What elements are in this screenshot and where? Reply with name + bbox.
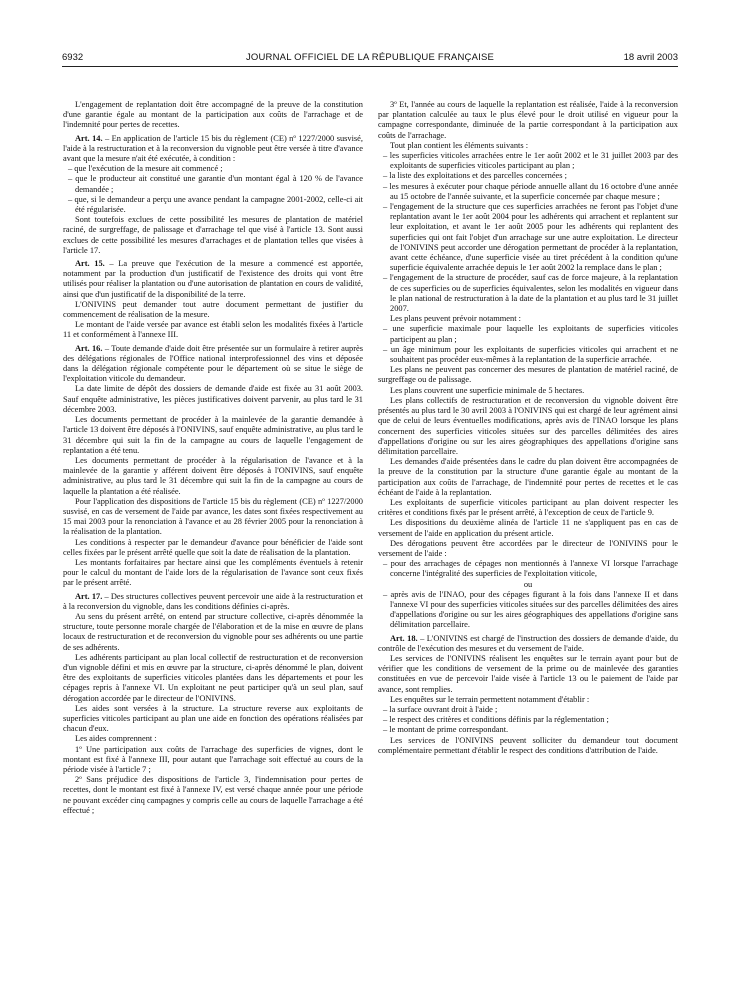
article-text: – La preuve que l'exécution de la mesure a commencé est apportée, notamment par la production d'un justificatif de l'existence des droits qui vont être utilisés pour réaliser la plantation ou d'une autorisation de plantation en cours de validité, ainsi que d'un justificatif de la disponibilité de la terre. xyxy=(63,259,364,299)
list-item: – que, si le demandeur a perçu une avance pendant la campagne 2001-2002, celle-ci ait été régularisée. xyxy=(68,194,363,215)
paragraph: Les plans peuvent prévoir notamment : xyxy=(390,314,521,324)
paragraph: Les plans ne peuvent pas concerner des mesures de plantation de matériel raciné, de surgreffage ou de palissage. xyxy=(378,365,678,385)
paragraph: Le montant de l'aide versée par avance est établi selon les modalités fixées à l'article 11 et conformément à l'annexe III. xyxy=(63,320,363,340)
paragraph: Les plans couvrent une superficie minimale de 5 hectares. xyxy=(390,385,585,395)
list-item: – le montant de prime correspondant. xyxy=(383,725,509,735)
paragraph: Les exploitants de superficie viticoles participant au plan doivent respecter les critères et conditions fixés par le présent arrêté, à l'exception de ceux de l'article 9. xyxy=(378,497,678,518)
paragraph: Les plans collectifs de restructuration et de reconversion du vignoble doivent être présentés au plus tard le 30 avril 2003 à l'ONIVINS qui est chargé de leur agrément ainsi que de celui de leurs éventuelles modifications, après avis de l'INAO lorsque les plans concernent des superficies viticoles situées sur des parcelles délimitées des aires d'appellations d'origine ou sur les aires géographiques des appellations d'origine sans délimitation parcellaire. xyxy=(378,395,678,456)
article-text: – Des structures collectives peuvent percevoir une aide à la restructuration et à la reconversion du vignoble, dans les conditions définies ci-après. xyxy=(63,591,363,611)
paragraph: Sont toutefois exclues de cette possibilité les mesures de plantation de matériel raciné, de surgreffage, de palissage et d'arrachage tel que visé à l'article 13. Sont aussi exclues de cette possibilité les mesures d'arrachages et de plantation telles que visées à l'article 17. xyxy=(63,215,363,255)
list-item: – la surface ouvrant droit à l'aide ; xyxy=(383,704,498,714)
header-rule xyxy=(62,66,678,67)
paragraph: Les demandes d'aide présentées dans le cadre du plan doivent être accompagnées de la preuve de la constitution par la structure d'une garantie égale au montant de la participation aux coûts de l'arrachage, de l'indemnité pour pertes de recettes et le cas échéant de l'aide à la replantation. xyxy=(378,457,678,497)
paragraph: Les enquêtes sur le terrain permettent notamment d'établir : xyxy=(390,694,590,704)
article-paragraph xyxy=(63,592,363,612)
article-paragraph xyxy=(63,344,363,385)
list-item: – une superficie maximale pour laquelle les exploitants de superficies viticoles participent au plan ; xyxy=(383,324,678,344)
list-item: – l'engagement de la structure de procéder, sauf cas de force majeure, à la replantation de ces superficies ou de superficies équivalentes, selon les modalités en vigueur dans le plan national de restructuration à la date de la plantation et au plus tard le 31 juillet 2007. xyxy=(383,273,678,314)
paragraph: Les documents permettant de procéder à la régularisation de l'avance et à la mainlevée de la garantie y afférent doivent être déposés à l'ONIVINS, sauf enquête administrative, au plus tard le 31 décembre qui suit la fin de la campagne au cours de laquelle la plantation a été réalisée. xyxy=(63,455,363,496)
article-label: Art. 17. xyxy=(75,591,103,601)
article-label: Art. 16. xyxy=(75,343,103,353)
paragraph: Les aides sont versées à la structure. La structure reverse aux exploitants de superficies viticoles participant au plan une aide en fonction des opérations réalisées par chacun d'eux. xyxy=(63,703,363,734)
paragraph: Les documents permettant de procéder à la mainlevée de la garantie demandée à l'article 13 doivent être déposés à l'ONIVINS, sauf enquête administrative, au plus tard le 31 décembre qui suit la fin de la campagne au cours de laquelle l'engagement de replantation a été tenu. xyxy=(63,415,363,455)
list-item: – l'engagement de la structure que ces superficies arrachées ne feront pas l'objet d'une replantation avant le 1er août 2004 pour les adhérents qui arrachent et replantent sur leur exploitation, et avant le 1er août 2005 pour les adhérents qui replantent des superficies qui ont fait l'objet d'un arrachage sur une autre exploitation. Le directeur de l'ONIVINS peut accorder une dérogation permettant de procéder à la replantation, avant cette échéance, d'une superficie visée au tiret précédent à la condition qu'une superficie équivalente arrachée depuis le 1er août 2002 la remplace dans le plan ; xyxy=(383,202,678,273)
journal-title: JOURNAL OFFICIEL DE LA RÉPUBLIQUE FRANÇAISE xyxy=(245,52,495,63)
paragraph: ou xyxy=(523,579,533,589)
paragraph: Tout plan contient les éléments suivants : xyxy=(390,140,529,150)
paragraph: Pour l'application des dispositions de l'article 15 bis du règlement (CE) nº 1227/2000 susvisé, en cas de versement de l'aide par avance, les dates sont fixées respectivement au 15 mai 2003 pour la renonciation à l'avance et au 28 février 2005 pour la renonciation à la réalisation de la plantation. xyxy=(63,496,363,537)
list-item: – pour des arrachages de cépages non mentionnés à l'annexe VI lorsque l'arrachage concerne l'intégralité des superficies de l'exploitation viticole, xyxy=(383,559,678,579)
paragraph: 2º Sans préjudice des dispositions de l'article 3, l'indemnisation pour pertes de recettes, dont le montant est fixé à l'annexe IV, est versé chaque année pour une période ne pouvant excéder cinq campagnes y compris celle au cours de laquelle l'arrachage a été effectué ; xyxy=(63,775,363,815)
publication-date: 18 avril 2003 xyxy=(623,52,678,63)
paragraph: 1º Une participation aux coûts de l'arrachage des superficies de vignes, dont le montant est fixé à l'annexe III, pour autant que l'arrachage soit effectué au cours de la période visée à l'article 7 ; xyxy=(63,744,363,774)
paragraph: 3º Et, l'année au cours de laquelle la replantation est réalisée, l'aide à la reconversion par plantation calculée au taux le plus élevé pour le droit utilisé en vigueur pour la campagne correspondante, diminuée de la partie correspondant à la participation aux coûts de l'arrachage. xyxy=(378,100,678,140)
article-label: Art. 18. xyxy=(390,633,418,643)
list-item: – les superficies viticoles arrachées entre le 1er août 2002 et le 31 juillet 2003 par des exploitants de superficies viticoles participant au plan ; xyxy=(383,151,678,171)
article-text: – L'ONIVINS est chargé de l'instruction des dossiers de demande d'aide, du contrôle de l'exécution des mesures et du versement de l'aide. xyxy=(378,633,679,653)
paragraph: Des dérogations peuvent être accordées par le directeur de l'ONIVINS pour le versement de l'aide : xyxy=(378,538,678,558)
paragraph: L'ONIVINS peut demander tout autre document permettant de justifier du commencement de réalisation de la mesure. xyxy=(63,299,363,320)
paragraph: Les services de l'ONIVINS réalisent les enquêtes sur le terrain ayant pour but de vérifier que les conditions de versement de la prime ou de mainlevée des garanties constituées en vue de percevoir l'aide visée à l'article 13 ou le paiement de l'aide par avance, sont remplies. xyxy=(378,653,678,694)
right-column xyxy=(378,100,678,756)
list-item: – les mesures à exécuter pour chaque période annuelle allant du 16 octobre d'une année au 15 octobre de l'année suivante, et la superficie concernée par chaque mesure ; xyxy=(383,181,678,201)
page-header xyxy=(62,52,678,66)
paragraph: Les aides comprennent : xyxy=(75,734,157,744)
list-item: – la liste des exploitations et des parcelles concernées ; xyxy=(383,171,567,181)
list-item: – que l'exécution de la mesure ait commencé ; xyxy=(68,164,223,174)
list-item: – que le producteur ait constitué une garantie d'un montant égal à 120 % de l'avance demandée ; xyxy=(68,174,363,194)
paragraph: Au sens du présent arrêté, on entend par structure collective, ci-après dénommée la structure, toute personne morale chargée de l'élaboration et de la mise en œuvre de plans locaux de restructuration et de reconversion du vignoble pour ses adhérents ou une partie de ses adhérents. xyxy=(63,611,363,652)
article-text: – En application de l'article 15 bis du règlement (CE) nº 1227/2000 susvisé, l'aide à la restructuration et à la reconversion du vignoble peut être versée à titre d'avance avant que la mesure n'ait été exécutée, à condition : xyxy=(63,133,363,164)
left-column xyxy=(63,100,363,816)
article-paragraph xyxy=(63,134,363,165)
paragraph: Les dispositions du deuxième alinéa de l'article 11 ne s'appliquent pas en cas de versement de l'aide en application du présent article. xyxy=(378,518,678,538)
page-number: 6932 xyxy=(62,52,84,63)
article-text: – Toute demande d'aide doit être présentée sur un formulaire à retirer auprès des délégations régionales de l'Office national interprofessionnel des vins et déposée dans la délégation régionale compétente pour le département où se situe le siège de l'exploitation viticole du demandeur. xyxy=(63,343,363,384)
article-paragraph xyxy=(63,259,363,300)
paragraph: Les adhérents participant au plan local collectif de restructuration et de reconversion d'un vignoble défini et mis en œuvre par la structure, ci-après dénommé le plan, doivent être des exploitants de superficies viticoles plantées dans les départements et pour les cépages repris à l'annexe VI. Un exploitant ne peut participer qu'à un seul plan, sauf dérogation accordée par le directeur de l'ONIVINS. xyxy=(63,652,363,703)
paragraph: Les services de l'ONIVINS peuvent solliciter du demandeur tout document complémentaire permettant d'établir le respect des conditions d'attribution de l'aide. xyxy=(378,735,678,755)
paragraph: Les conditions à respecter par le demandeur d'avance pour bénéficier de l'aide sont celles fixées par le présent arrêté quelle que soit la date de réalisation de la plantation. xyxy=(63,537,363,557)
paragraph: Les montants forfaitaires par hectare ainsi que les compléments éventuels à retenir pour le calcul du montant de l'aide lors de la régularisation de l'avance sont ceux fixés par le présent arrêté. xyxy=(63,557,363,588)
paragraph: L'engagement de replantation doit être accompagné de la preuve de la constitution d'une garantie égale au montant de la participation aux coûts de l'arrachage et de l'indemnité pour pertes de recettes. xyxy=(63,100,363,130)
list-item: – le respect des critères et conditions définis par la réglementation ; xyxy=(383,715,609,725)
article-label: Art. 15. xyxy=(75,259,105,269)
article-label: Art. 14. xyxy=(75,133,103,143)
list-item: – après avis de l'INAO, pour des cépages figurant à la fois dans l'annexe II et dans l'annexe VI pour des superficies viticoles situées sur des parcelles délimitées des aires d'appellations d'origine ou sur les aires géographiques des appellations d'origine sans délimitation parcellaire. xyxy=(383,589,678,630)
list-item: – un âge minimum pour les exploitants de superficies viticoles qui arrachent et ne souhaitent pas procéder eux-mêmes à la replantation de la superficie arrachée. xyxy=(383,344,678,365)
article-paragraph xyxy=(378,634,678,654)
paragraph: La date limite de dépôt des dossiers de demande d'aide est fixée au 31 août 2003. Sauf enquête administrative, les pièces justificatives doivent parvenir, au plus tard le 31 décembre 2003. xyxy=(63,384,363,414)
